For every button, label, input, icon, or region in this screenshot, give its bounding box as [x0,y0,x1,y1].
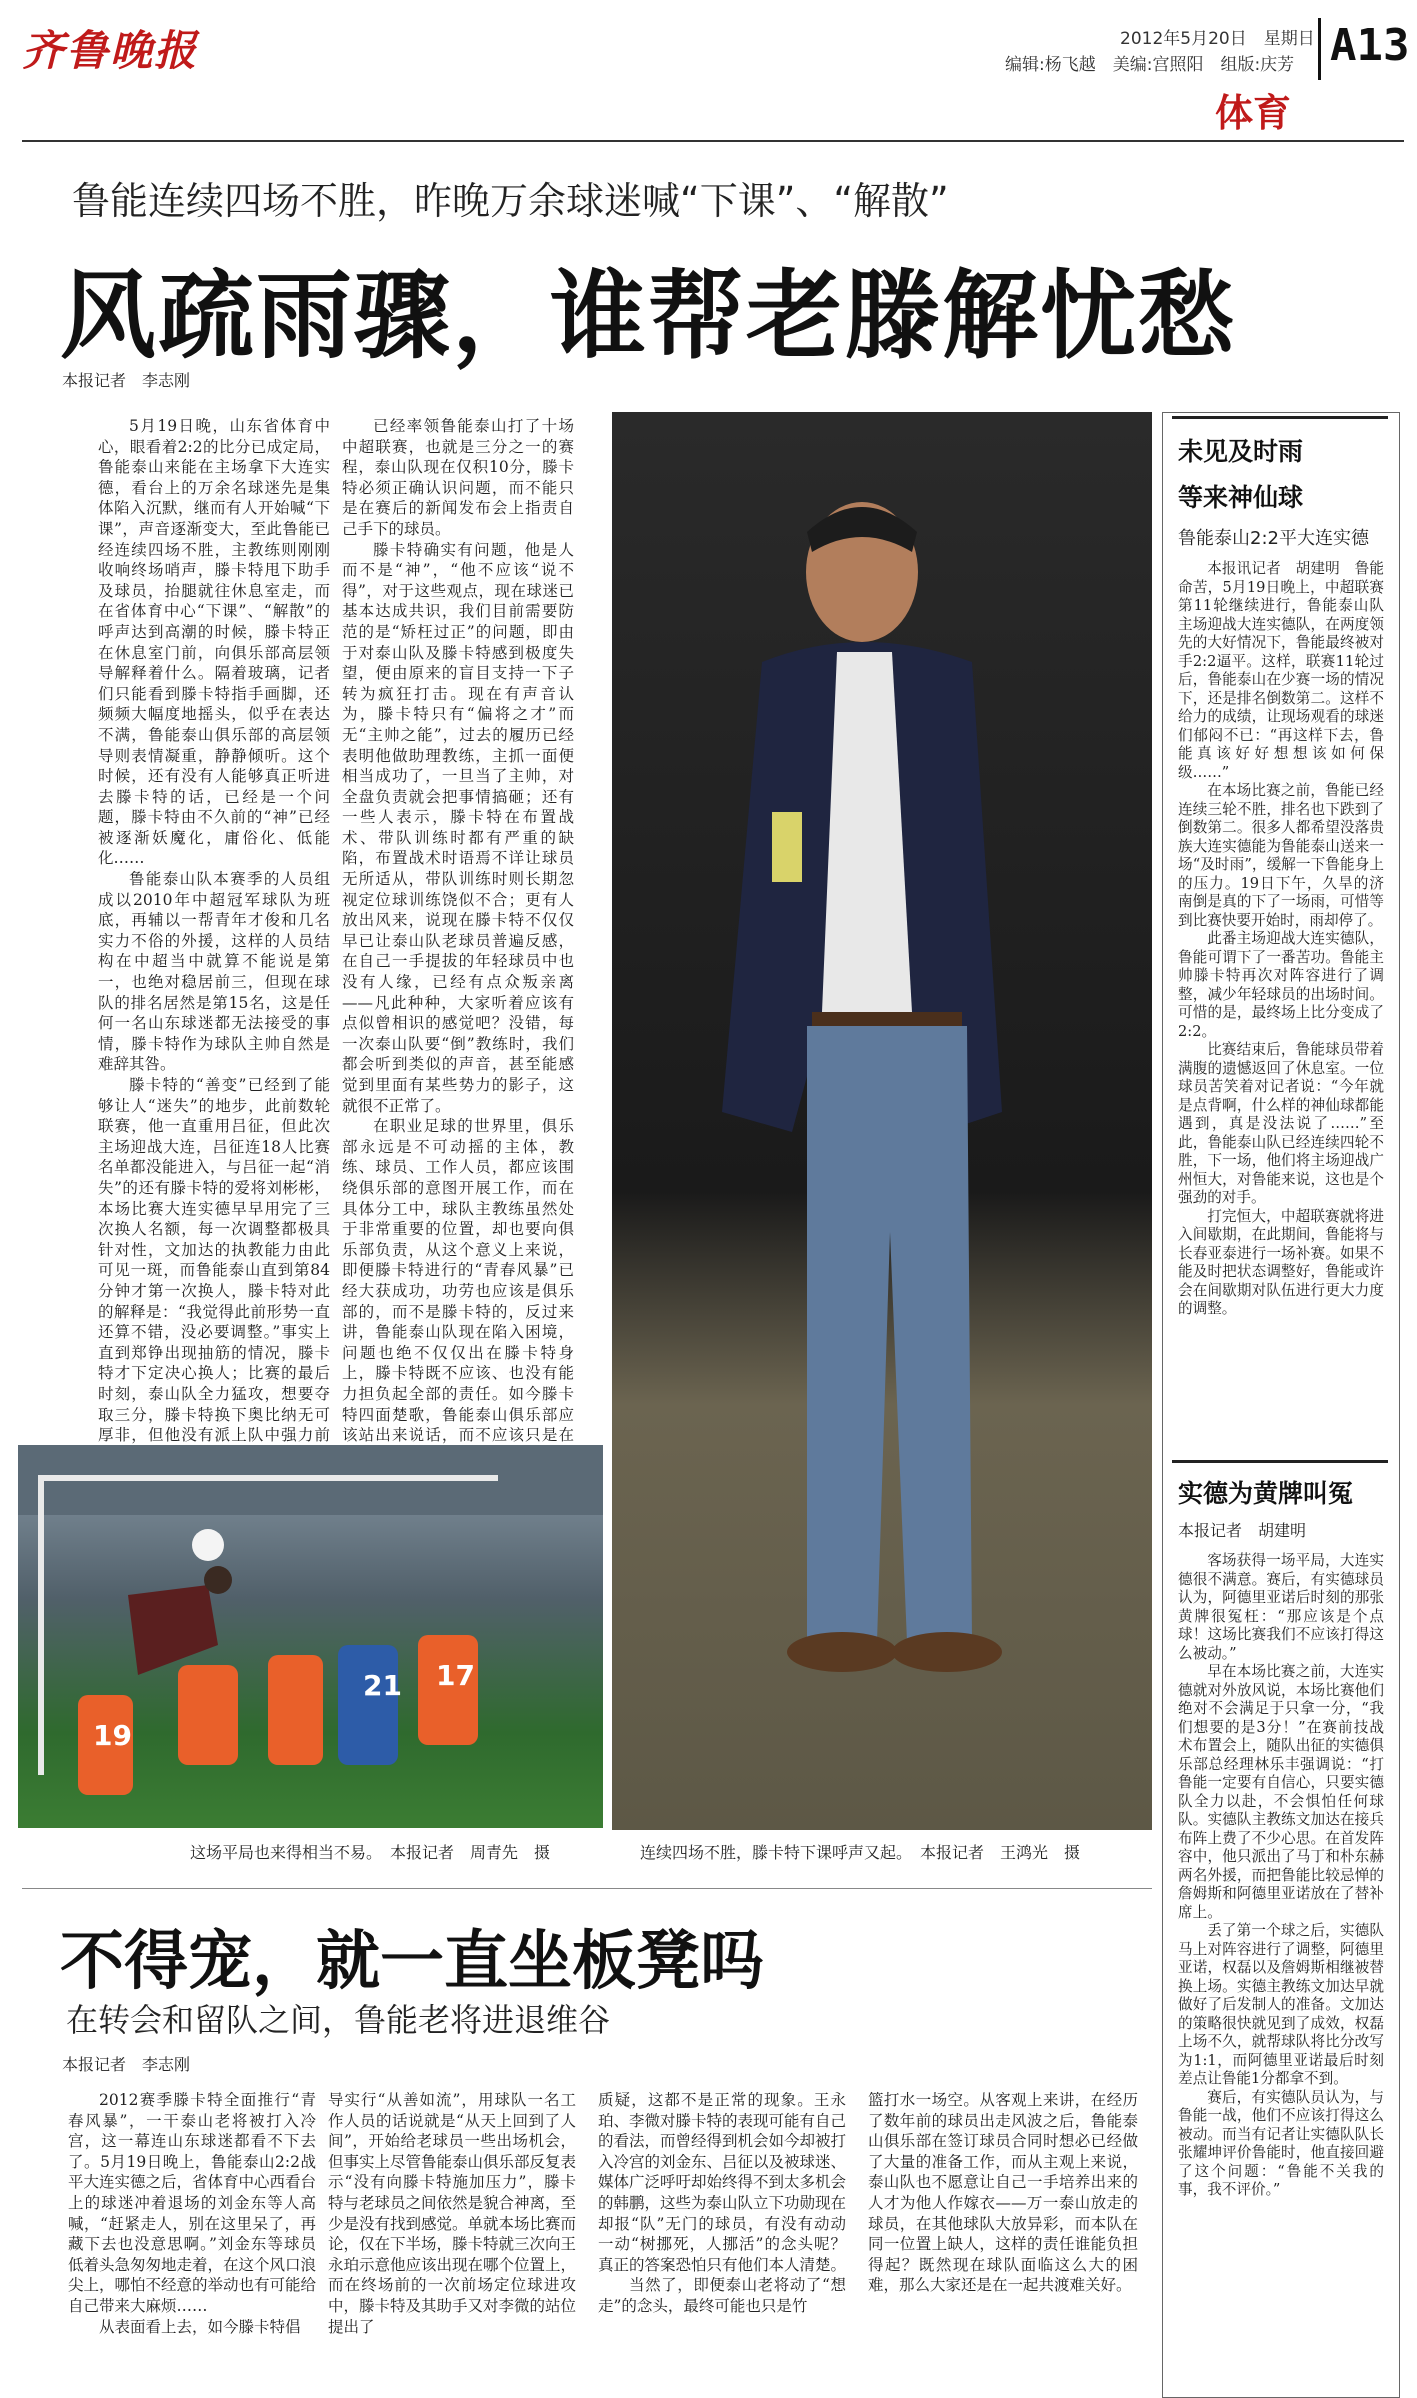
section-label: 体育 [1215,91,1292,135]
sidebar-article-2 [1178,1552,1384,2382]
paragraph: 鲁能泰山队本赛季的人员组成以2010年中超冠军球队为班底，再辅以一帮青年才俊和几名实力不俗的外援，这样的人员结构在中超当中就算不能说是第一，也绝对稳居前三，但现在球队的排名居然是第15名，这是任何一名山东球迷都无法接受的事情，滕卡特作为球队主帅自然是难辞其咎。 [98,870,330,1074]
sidebar-title-line2: 等来神仙球 [1178,483,1304,512]
story2-column-1 [68,2090,316,2370]
masthead-divider [1318,18,1321,80]
top-rule [22,140,1404,142]
paragraph: 比赛结束后，鲁能球员带着满腹的遗憾返回了休息室。一位球员苦笑着对记者说：“今年就是点背啊，什么样的神仙球都能遇到，真是没法说了……”至此，鲁能泰山队已经连续四轮不胜，下一场，他们将主场迎战广州恒大，对鲁能来说，这也是个强劲的对手。 [1178,1041,1384,1206]
paragraph: 在职业足球的世界里，俱乐部永远是不可动摇的主体，教练、球员、工作人员，都应该围绕俱乐部的意图开展工作，而在具体分工中，球队主教练虽然处于非常重要的位置，却也要向俱乐部负责，从这个意义上来说，即便滕卡特进行的“青春风暴”已经大获成功，功劳也应该是俱乐部的，而不是滕卡特的，反过来讲，鲁能泰山队现在陷入困境，问题也绝不仅仅出在滕卡特身上，滕卡特既不应该、也没有能力担负起全部的责任。如今滕卡特四面楚歌，鲁能泰山俱乐部应该站出来说话，而不应该只是在 [342,1117,574,1445]
sidebar-rule [1172,416,1388,419]
players-figures [18,1445,603,1828]
story2-column-4 [868,2090,1138,2370]
paragraph: 丢了第一个球之后，实德队马上对阵容进行了调整，阿德里亚诺，权磊以及詹姆斯相继被替换上场。实德主教练文加达早就做好了后发制人的准备。文加达的策略很快就见到了成效，权磊上场不久，就帮球队将比分改写为1:1，而阿德里亚诺最后时刻差点让鲁能1分都拿不到。 [1178,1922,1384,2087]
story1-headline: 风疏雨骤，谁帮老滕解忧愁 [60,259,1236,372]
paragraph: 5月19日晚，山东省体育中心，眼看着2:2的比分已成定局，鲁能泰山来能在主场拿下大连实德，看台上的万余名球迷先是集体陷入沉默，继而有人开始喊“下课”，声音逐渐变大，至此鲁能已经连续四场不胜，主教练则刚刚收响终场哨声，滕卡特甩下助手及球员，抬腿就往休息室走，而在省体育中心“下课”、“解散”的呼声达到高潮的时候，滕卡特正在休息室门前，向俱乐部高层领导解释着什么。隔着玻璃，记者们只能看到滕卡特指手画脚，还频频大幅度地摇头，似乎在表达不满，鲁能泰山俱乐部的高层领导则表情凝重，静静倾听。这个时候，还有没有人能够真正听进去滕卡特的话，已经是一个问题，滕卡特由不久前的“神”已经被逐渐妖魔化，庸俗化、低能化…… [98,417,330,868]
story2-column-2 [328,2090,576,2370]
story1-column-1 [98,416,330,1445]
svg-text:21: 21 [363,1669,402,1702]
paragraph: 本报讯记者 胡建明 鲁能命苦，5月19日晚上，中超联赛第11轮继续进行，鲁能泰山队主场迎战大连实德队，在两度领先的大好情况下，鲁能最终被对手2:2逼平。这样，联赛11轮过后，鲁能泰山在少赛一场的情况下，还是排名倒数第二。这样不给力的成绩，让现场观看的球迷们郁闷不已：“再这样下去，鲁能真该好好想想该如何保级……” [1178,560,1384,781]
paragraph: 质疑，这都不是正常的现象。王永珀、李微对滕卡特的表现可能有自己的看法，而曾经得到机会如今却被打入冷宫的刘金东、吕征以及被球迷、媒体广泛呼吁却始终得不到太多机会的韩鹏，这些为泰山队立下功勋现在却报“队”无门的球员，有没有动动一动“树挪死，人挪活”的念头呢？真正的答案恐怕只有他们本人清楚。 [598,2091,847,2274]
paragraph: 篮打水一场空。从客观上来讲，在经历了数年前的球员出走风波之后，鲁能泰山俱乐部在签订球员合同时想必已经做了大量的准备工作，而从主观上来说，泰山队也不愿意让自己一手培养出来的人才为他人作嫁衣——万一泰山放走的球员，在其他球队大放异彩，而本队在同一位置上缺人，这样的责任谁能负担得起？既然现在球队面临这么大的困难，那么大家还是在一起共渡难关好。 [868,2091,1138,2295]
story2-column-3 [598,2090,846,2370]
sidebar-title-line1: 未见及时雨 [1178,437,1304,466]
paragraph: 滕卡特的“善变”已经到了能够让人“迷失”的地步，此前数轮联赛，他一直重用吕征，但此次主场迎战大连，吕征连18人比赛名单都没能进入，与吕征一起“消失”的还有滕卡特的爱将刘彬彬，本场比赛大连实德早早用完了三次换人名额，每一次调整都极具针对性，文加达的执教能力由此可见一斑，而鲁能泰山直到第84分钟才第一次换人，滕卡特对此的解释是：“我觉得此前形势一直还算不错，没必要调整。”事实上直到郑铮出现抽筋的情况，滕卡特才下定决心换人；比赛的最后时刻，泰山队全力猛攻，想要夺取三分，滕卡特换下奥比纳无可厚非，但他没有派上队中强力前 [98,1076,330,1445]
paragraph: 滕卡特确实有问题，他是人而不是“神”，“他不应该“说不得”，对于这些观点，现在球迷已基本达成共识，我们目前需要防范的是“矫枉过正”的问题，即由于对泰山队及滕卡特感到极度失望，便由原来的盲目支持一下子转为疯狂打击。现在有声音认为，滕卡特只有“偏将之才”而无“主帅之能”，过去的履历已经表明他做助理教练，主抓一面便相当成功了，一旦当了主帅，对全盘负责就会把事情搞砸；还有一些人表示，滕卡特在布置战术、带队训练时都有严重的缺陷，布置战术时语焉不详让球员无所适从，带队训练时则长期忽视定位球训练饶似不合；更有人放出风来，说现在滕卡特不仅仅早已让泰山队老球员普遍反感，在自己一手提拔的年轻球员中也没有人缘，已经有点众叛亲离——凡此种种，大家听着应该有点似曾相识的感觉吧？没错，每一次泰山队要“倒”教练时，我们都会听到类似的声音，甚至能感觉到里面有某些势力的影子，这就很不正常了。 [342,540,574,1115]
paragraph: 在本场比赛之前，鲁能已经连续三轮不胜，排名也下跌到了倒数第二。很多人都希望没落贵族大连实德能为鲁能泰山送来一场“及时雨”，缓解一下鲁能身上的压力。19日下午，久旱的济南倒是真的下了一场雨，可惜等到比赛快要开始时，雨却停了。 [1178,782,1384,929]
svg-text:17: 17 [436,1659,475,1692]
paragraph: 当然了，即便泰山老将动了“想走”的念头，最终可能也只是竹 [598,2276,846,2315]
action-photo-caption: 这场平局也来得相当不易。 本报记者 周青先 摄 [190,1843,551,1862]
coach-figure [612,412,1152,1830]
story1-byline: 本报记者 李志刚 [62,371,191,390]
sidebar-subtitle: 鲁能泰山2:2平大连实德 [1178,528,1369,549]
sidebar-rule [1172,1460,1388,1463]
issue-date: 2012年5月20日 星期日 [1120,29,1315,49]
coach-photo-caption: 连续四场不胜，滕卡特下课呼声又起。 本报记者 王鸿光 摄 [640,1843,1081,1862]
paragraph: 2012赛季滕卡特全面推行“青春风暴”，一干泰山老将被打入冷宫，这一幕连山东球迷都看不下去了。5月19日晚上，鲁能泰山2:2战平大连实德之后，省体育中心西看台上的球迷冲着退场的刘金东等人高喊，“赶紧走人，别在这里呆了，再藏下去也没意思啊。”刘金东等球员低着头急匆匆地走着，在这个风口浪尖上，哪怕不经意的举动也有可能给自己带来大麻烦…… [68,2091,317,2315]
svg-text:19: 19 [93,1719,132,1752]
page-number: A13 [1330,20,1410,71]
paragraph: 早在本场比赛之前，大连实德就对外放风说，本场比赛他们绝对不会满足于只拿一分，“我们想要的是3分！”在赛前技战术布置会上，随队出征的实德俱乐部总经理林乐丰强调说：“打鲁能一定要有自信心，只要实德队全力以赴，不会惧怕任何球队。实德队主教练文加达在接兵布阵上费了不少心思。在首发阵容中，他只派出了马丁和朴东赫两名外援，而把鲁能比较忌惮的詹姆斯和阿德里亚诺放在了替补席上。 [1178,1663,1384,1921]
paragraph: 已经率领鲁能泰山打了十场中超联赛，也就是三分之一的赛程，泰山队现在仅积10分，滕卡特必须正确认识问题，而不能只是在赛后的新闻发布会上指责自己手下的球员。 [342,417,574,538]
paragraph: 赛后，有实德队员认为，与鲁能一战，他们不应该打得这么被动。而当有记者让实德队队长张耀坤评价鲁能时，他直接回避了这个问题：“鲁能不关我的事，我不评价。” [1178,2088,1384,2198]
story2-byline: 本报记者 李志刚 [62,2055,191,2074]
coach-photo [612,412,1152,1830]
story1-kicker: 鲁能连续四场不胜，昨晚万余球迷喊“下课”、“解散” [72,179,949,223]
story2-headline: 不得宠，就一直坐板凳吗 [60,1924,764,1999]
sidebar-title-2: 实德为黄牌叫冤 [1178,1479,1354,1508]
sidebar-article-1 [1178,560,1384,1455]
paragraph: 此番主场迎战大连实德队，鲁能可谓下了一番苦功。鲁能主帅滕卡特再次对阵容进行了调整，减少年轻球员的出场时间。可惜的是，最终场上比分变成了2:2。 [1178,930,1384,1040]
match-action-photo [18,1445,603,1828]
story2-kicker: 在转会和留队之间，鲁能老将进退维谷 [66,2001,611,2039]
story1-column-2 [342,416,574,1445]
newspaper-logo: 齐鲁晚报 [22,26,199,75]
editor-credits: 编辑:杨飞越 美编:宫照阳 组版:庆芳 [1005,55,1295,75]
section-divider [22,1888,1152,1889]
paragraph: 导实行“从善如流”，用球队一名工作人员的话说就是“从天上回到了人间”，开始给老球员一些出场机会，但事实上尽管鲁能泰山俱乐部反复表示“没有向滕卡特施加压力”，滕卡特与老球员之间依然是貌合神离，至少是没有找到感觉。单就本场比赛而论，仅在下半场，滕卡特就三次向王永珀示意他应该出现在哪个位置上，而在终场前的一次前场定位球进攻中，滕卡特及其助手又对李微的站位提出了 [328,2091,577,2336]
paragraph: 从表面看上去，如今滕卡特倡 [99,2317,301,2336]
paragraph: 客场获得一场平局，大连实德很不满意。赛后，有实德球员认为，阿德里亚诺后时刻的那张黄牌很冤枉：“那应该是个点球！这场比赛我们不应该打得这么被动。” [1178,1552,1384,1662]
paragraph: 打完恒大，中超联赛就将进入间歇期，在此期间，鲁能将与长春亚泰进行一场补赛。如果不能及时把状态调整好，鲁能或许会在间歇期对队伍进行更大力度的调整。 [1178,1207,1384,1317]
sidebar-byline-2: 本报记者 胡建明 [1178,1521,1307,1540]
